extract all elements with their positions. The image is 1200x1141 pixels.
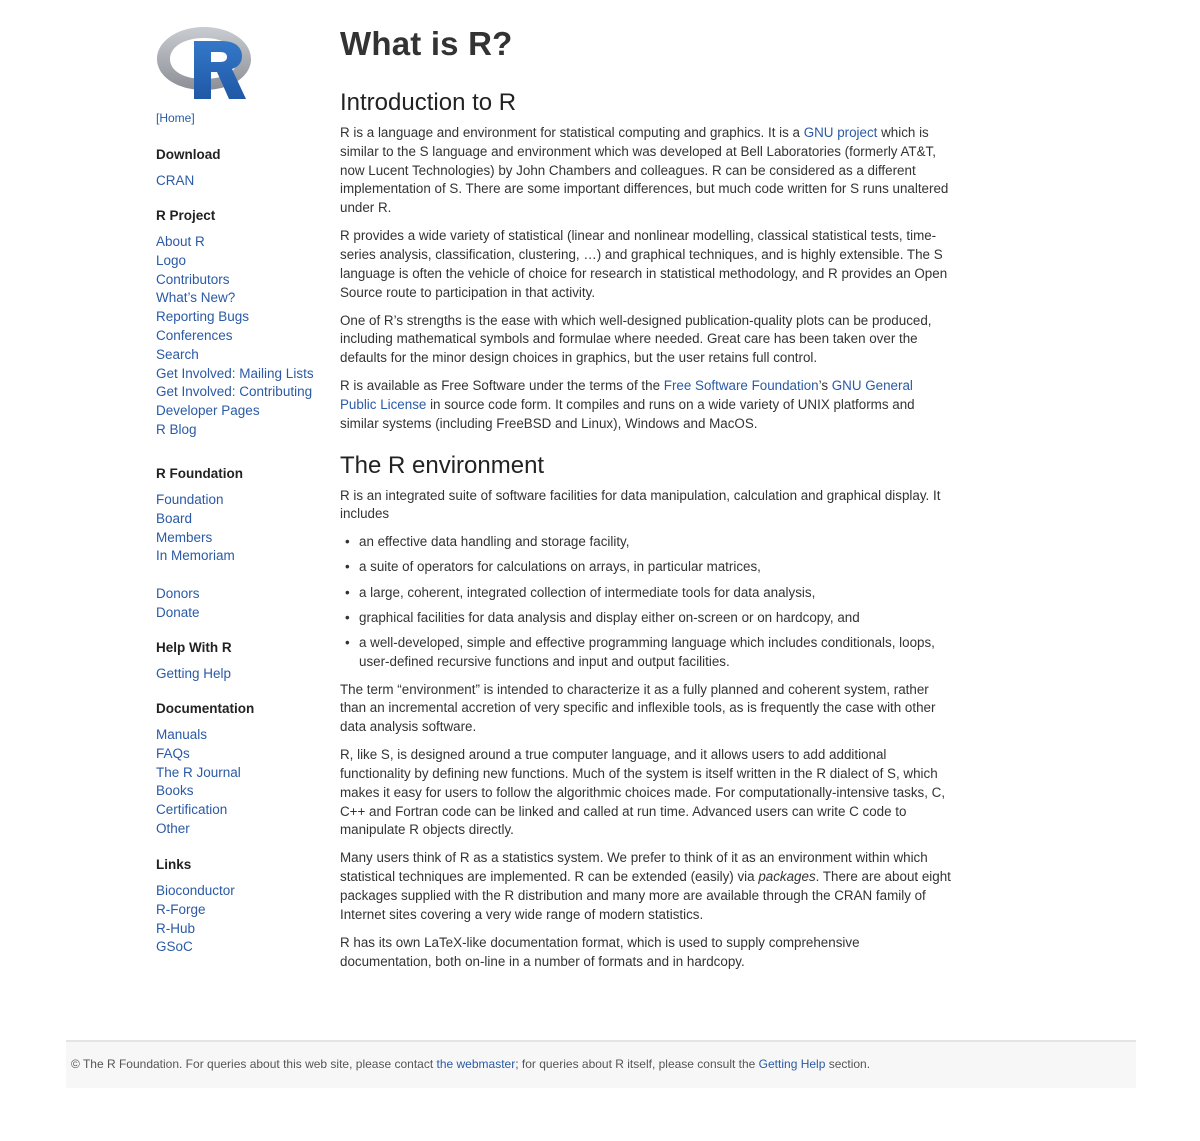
- intro-paragraph-2: R provides a wide variety of statistical (linear and nonlinear modelling, classical statistical tests, time-series analysis, classification, clustering, …) and graphical techniques, and is highly extensible. The S language is often the vehicle of choice for research in statistical methodology, and R provides an Open Source route to participation in that activity.: [340, 228, 948, 300]
- sidebar-link-r-journal[interactable]: The R Journal: [156, 764, 241, 780]
- sidebar-link-cran[interactable]: CRAN: [156, 173, 195, 188]
- sidebar-heading-r-foundation: R Foundation: [156, 466, 243, 481]
- environment-paragraph-5: R has its own LaTeX-like documentation format, which is used to supply comprehensive documentation, both on-line in a number of formats and in hardcopy.: [340, 934, 860, 969]
- intro-paragraph-4: R is available as Free Software under the terms of the Free Software Foundation’s GNU General Public License in source code form. It compiles and runs on a wide variety of UNIX platforms and similar systems (including FreeBSD and Linux), Windows and MacOS.: [340, 378, 915, 431]
- sidebar-section-documentation: [156, 700, 336, 839]
- sidebar-heading-links: Links: [156, 857, 192, 872]
- sidebar-link-mailing-lists[interactable]: Get Involved: Mailing Lists: [156, 365, 314, 381]
- bullet-icon: •: [345, 635, 350, 651]
- intro-paragraph-3: One of R’s strengths is the ease with which well-designed publication-quality plots can be produced, including mathematical symbols and formulae where needed. Great care has been taken over the defaults for the minor design choices in graphics, but the user retains full control.: [340, 312, 932, 366]
- sidebar-link-r-forge[interactable]: R-Forge: [156, 901, 206, 917]
- list-item: • an effective data handling and storage facility,: [340, 533, 952, 552]
- sidebar-link-other[interactable]: Other: [156, 820, 190, 836]
- sidebar-link-books[interactable]: Books: [156, 783, 194, 799]
- fsf-link[interactable]: Free Software Foundation: [663, 378, 819, 394]
- sidebar-link-logo[interactable]: Logo: [156, 252, 187, 268]
- environment-paragraph-2: The term “environment” is intended to characterize it as a fully planned and coherent system, rather than an incremental accretion of very specific and inflexible tools, as is frequently the case with other data analysis software.: [340, 681, 936, 735]
- sidebar-link-r-blog[interactable]: R Blog: [156, 421, 197, 437]
- sidebar-link-certification[interactable]: Certification: [156, 802, 228, 818]
- sidebar-link-faqs[interactable]: FAQs: [156, 745, 190, 761]
- list-item: • a large, coherent, integrated collection of intermediate tools for data analysis,: [340, 584, 952, 603]
- sidebar-link-board[interactable]: Board: [156, 510, 193, 526]
- sidebar-section-r-foundation: [156, 465, 336, 623]
- intro-paragraph-1: R is a language and environment for statistical computing and graphics. It is a GNU project which is similar to the S language and environment which was developed at Bell Laboratories (formerly AT&T, now Lucent Technologies) by John Chambers and colleagues. R can be considered as a different implementation of S. There are some important differences, but much code written for S runs unaltered under R.: [340, 125, 949, 216]
- sidebar-link-about-r[interactable]: About R: [156, 234, 205, 249]
- sidebar-link-whats-new[interactable]: What’s New?: [156, 290, 236, 306]
- sidebar-link-reporting-bugs[interactable]: Reporting Bugs: [156, 309, 250, 325]
- sidebar-section-download: [156, 146, 336, 191]
- environment-paragraph-4: Many users think of R as a statistics system. We prefer to think of it as an environment within which statistical techniques are implemented. R can be extended (easily) via packages. There are about eight packages supplied with the R distribution and many more are available through the CRAN family of Internet sites covering a very wide range of modern statistics.: [340, 850, 951, 922]
- sidebar-link-donors[interactable]: Donors: [156, 586, 200, 602]
- bullet-icon: •: [345, 559, 350, 575]
- sidebar-link-contributors[interactable]: Contributors: [156, 271, 230, 287]
- environment-feature-list: [340, 533, 952, 671]
- sidebar-link-bioconductor[interactable]: Bioconductor: [156, 883, 235, 898]
- sidebar-section-r-project: [156, 207, 336, 440]
- sidebar-link-search[interactable]: Search: [156, 346, 199, 362]
- sidebar-link-in-memoriam[interactable]: In Memoriam: [156, 548, 235, 564]
- bullet-icon: •: [345, 609, 350, 625]
- sidebar-link-contributing[interactable]: Get Involved: Contributing: [156, 384, 313, 400]
- footer-getting-help-link[interactable]: Getting Help: [758, 1057, 826, 1071]
- sidebar-link-donate[interactable]: Donate: [156, 604, 200, 620]
- sidebar-heading-help: Help With R: [156, 640, 232, 655]
- r-logo[interactable]: [156, 24, 252, 102]
- sidebar-section-help: [156, 639, 336, 684]
- sidebar-link-getting-help[interactable]: Getting Help: [156, 666, 232, 681]
- sidebar-link-members[interactable]: Members: [156, 529, 213, 545]
- list-item: • a suite of operators for calculations on arrays, in particular matrices,: [340, 558, 952, 577]
- webmaster-link[interactable]: the webmaster: [436, 1057, 516, 1071]
- sidebar-heading-download: Download: [156, 147, 221, 162]
- list-item: • graphical facilities for data analysis and display either on-screen or on hardcopy, and: [340, 609, 952, 628]
- footer: [66, 1040, 1136, 1088]
- sidebar-link-gsoc[interactable]: GSoC: [156, 939, 193, 955]
- environment-paragraph-3: R, like S, is designed around a true computer language, and it allows users to add additional functionality by defining new functions. Much of the system is itself written in the R dialect of S, which makes it easy for users to follow the algorithmic choices made. For computationally-intensive tasks, C, C++ and Fortran code can be linked and called at run time. Advanced users can write C code to manipulate R objects directly.: [340, 747, 946, 838]
- gpl-link[interactable]: GNU General Public License: [340, 378, 913, 412]
- bullet-icon: •: [345, 534, 350, 550]
- environment-paragraph-1: R is an integrated suite of software facilities for data manipulation, calculation and graphical display. It includes: [340, 487, 941, 522]
- home-link[interactable]: [Home]: [156, 111, 195, 125]
- sidebar-heading-documentation: Documentation: [156, 701, 255, 716]
- bullet-icon: •: [345, 584, 350, 600]
- gnu-project-link[interactable]: GNU project: [803, 125, 878, 140]
- sidebar-link-developer-pages[interactable]: Developer Pages: [156, 403, 260, 419]
- sidebar-link-foundation[interactable]: Foundation: [156, 492, 224, 507]
- sidebar-link-r-hub[interactable]: R-Hub: [156, 920, 196, 936]
- environment-heading: The R environment: [340, 451, 545, 479]
- list-item: • a well-developed, simple and effective programming language which includes conditionals, loops, user-defined recursive functions and input and output facilities.: [345, 635, 935, 669]
- main-content: [340, 24, 952, 981]
- sidebar-link-manuals[interactable]: Manuals: [156, 727, 208, 742]
- intro-heading: Introduction to R: [340, 89, 517, 116]
- footer-text: © The R Foundation. For queries about this web site, please contact the webmaster; for queries about R itself, please consult the Getting Help section.: [71, 1057, 871, 1071]
- sidebar-section-links: [156, 856, 336, 957]
- page-title: What is R?: [340, 25, 513, 62]
- sidebar-link-conferences[interactable]: Conferences: [156, 327, 233, 343]
- sidebar-heading-r-project: R Project: [156, 208, 216, 223]
